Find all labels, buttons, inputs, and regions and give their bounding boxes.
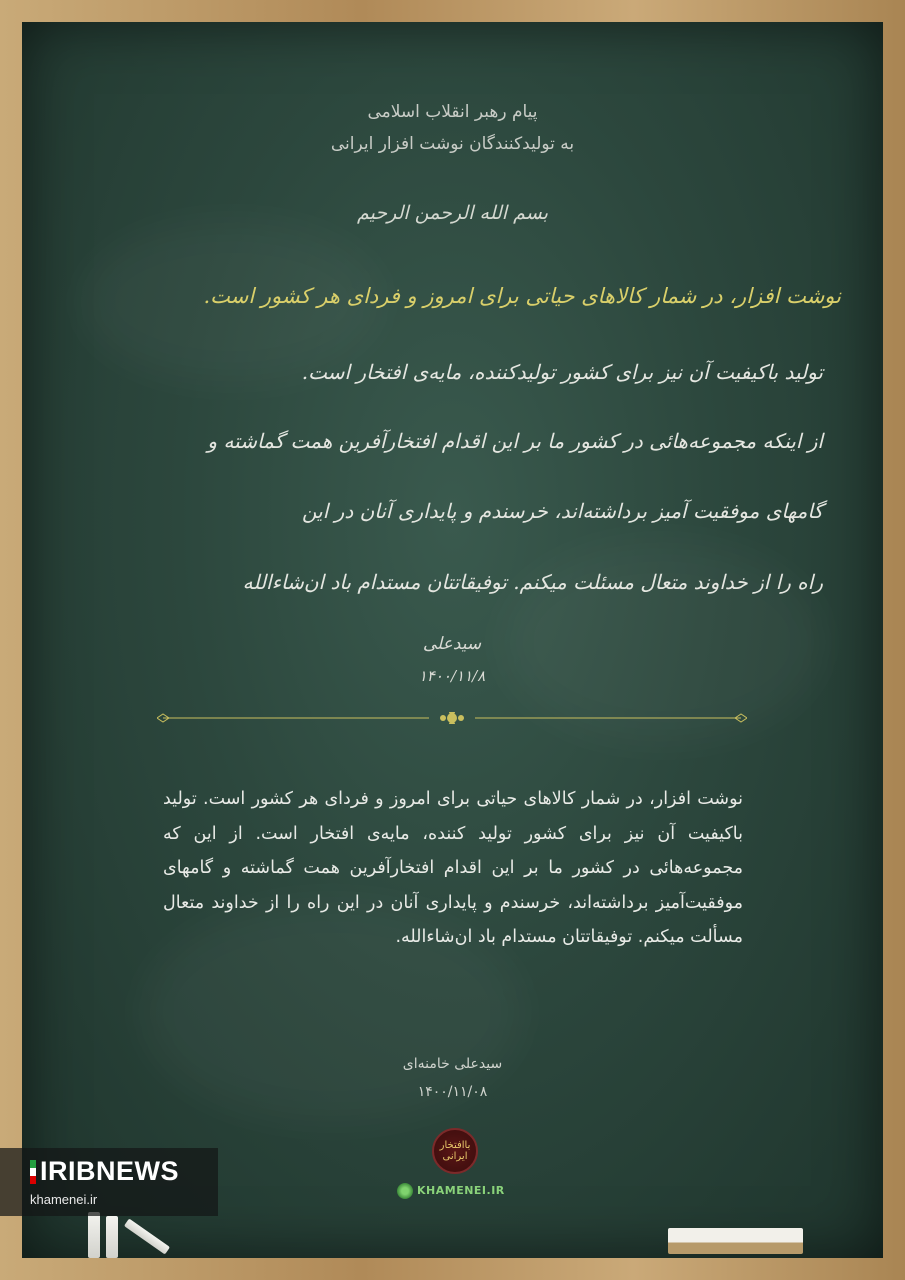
- khamenei-label: KHAMENEI.IR: [417, 1184, 505, 1197]
- handwritten-line-3: از اینکه مجموعه‌هائی در کشور ما بر این اقدام افتخارآفرین همت گماشته و: [207, 429, 823, 453]
- typed-message: نوشت افزار، در شمار کالاهای حیاتی برای امروز و فردای هر کشور است. تولید باکیفیت آن نیز برای کشور تولید کننده، مایه‌ی افتخار است. از این که مجموعه‌هائی در کشور ما بر این اقدام افتخارآفرین همت گماشته و گامهای موفقیت‌آمیز برداشته‌اند، خرسندم و پایداری آنان در این راه را از خداوند متعال مسألت میکنم. توفیقاتتان مستدام باد ان‌شاءالله.: [163, 789, 743, 947]
- ribnews-watermark: [0, 1148, 218, 1216]
- handwritten-signature: سیدعلی: [422, 634, 482, 654]
- signoff-name: سیدعلی خامنه‌ای: [402, 1056, 503, 1072]
- bismillah: بسم الله الرحمن الرحیم: [357, 202, 548, 224]
- chalkboard: [22, 22, 883, 1258]
- header-title: پیام رهبر انقلاب اسلامی: [367, 102, 538, 122]
- khamenei-icon: [397, 1183, 413, 1199]
- handwritten-line-1: نوشت افزار، در شمار کالاهای حیاتی برای امروز و فردای هر کشور است.: [203, 284, 841, 308]
- signoff-date: ۱۴۰۰/۱۱/۰۸: [417, 1084, 488, 1100]
- handwritten-line-4: گامهای موفقیت آمیز برداشته‌اند، خرسندم و پایداری آنان در این: [301, 499, 823, 523]
- handwritten-date: ۱۴۰۰/۱۱/۸: [418, 667, 486, 685]
- chalk-stick: [88, 1212, 100, 1258]
- emblem-text: باافتخار ایرانی: [439, 1140, 471, 1162]
- emblem-logo: [432, 1128, 478, 1174]
- handwritten-line-5: راه را از خداوند متعال مسئلت میکنم. توفیقاتتان مستدام باد ان‌شاءالله: [242, 570, 823, 594]
- ribnews-brand: IRIBNEWS: [40, 1156, 179, 1186]
- iran-flag-icon: [30, 1160, 36, 1184]
- ornamental-divider: [157, 712, 747, 724]
- watermark-source: khamenei.ir: [30, 1192, 98, 1207]
- eraser: [668, 1228, 803, 1254]
- khamenei-logo: [397, 1182, 517, 1202]
- handwritten-line-2: تولید باکیفیت آن نیز برای کشور تولیدکننده، مایه‌ی افتخار است.: [301, 360, 823, 384]
- chalk-stick: [106, 1216, 118, 1258]
- chalk-stick: [124, 1218, 170, 1254]
- header-subtitle: به تولیدکنندگان نوشت افزار ایرانی: [330, 134, 575, 154]
